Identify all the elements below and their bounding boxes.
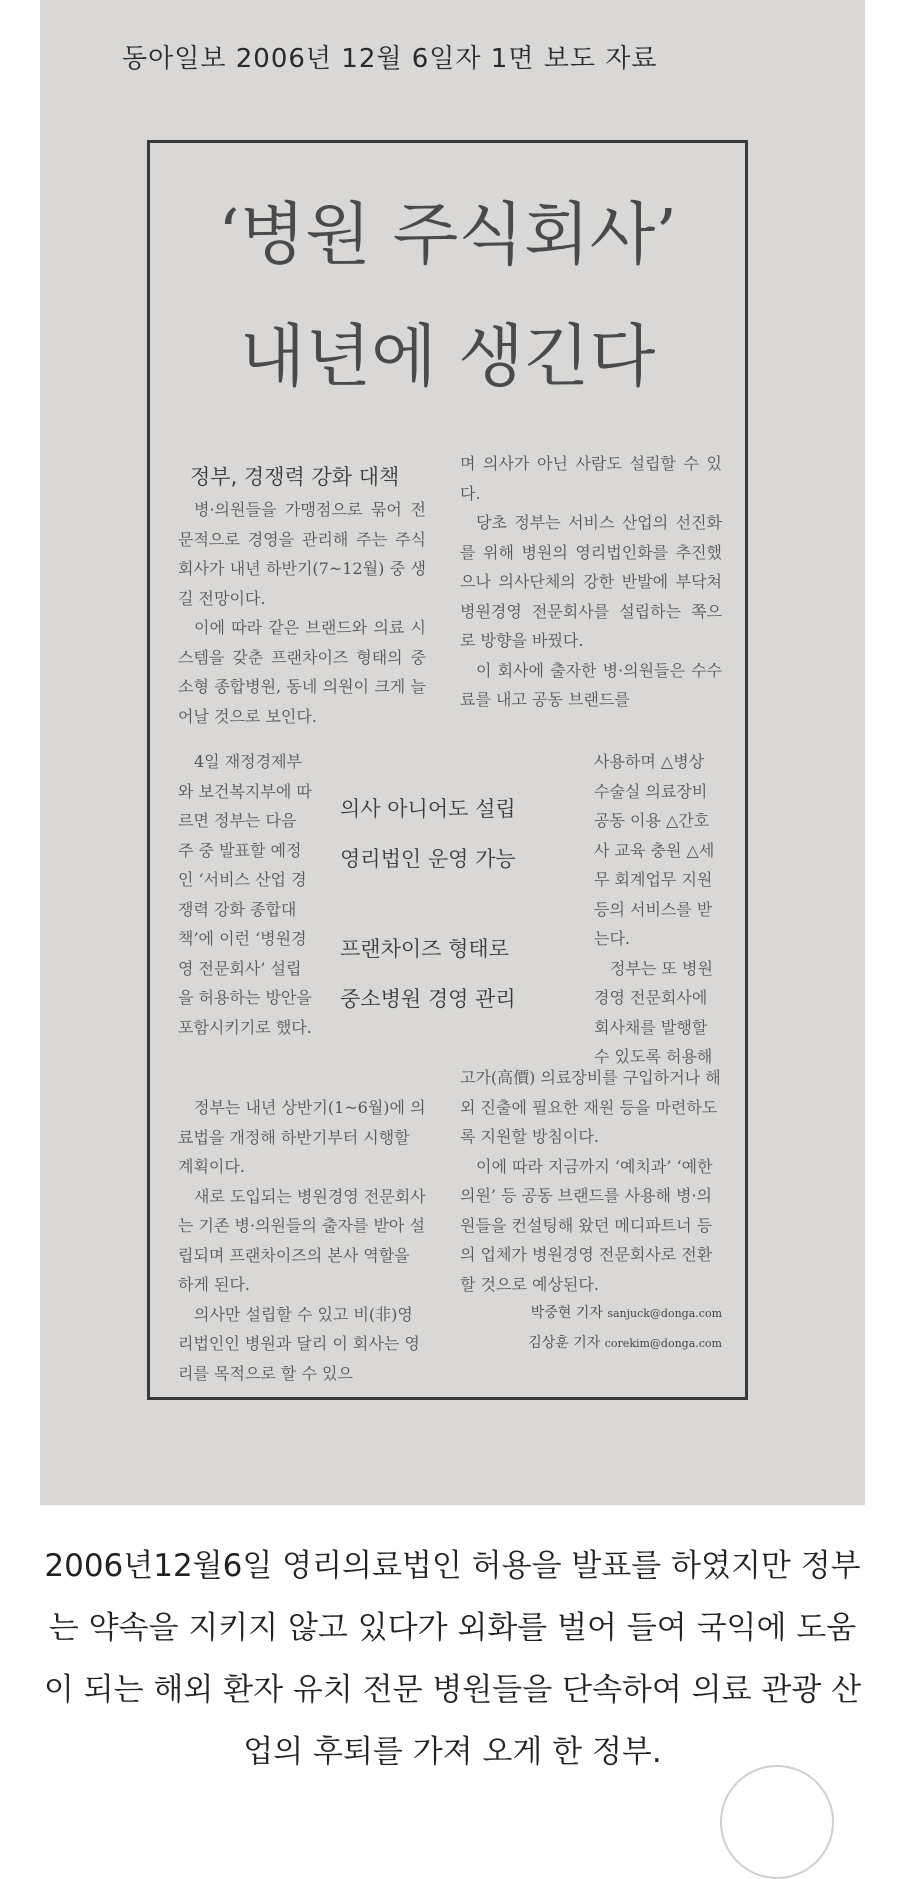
paragraph: 당초 정부는 서비스 산업의 선진화를 위해 병원의 영리법인화를 추진했으나 의사단체의 강한 반발에 부닥쳐 병원경영 전문회사를 설립하는 쪽으로 방향을 바꿨다. (460, 513, 722, 650)
post-caption: 2006년12월6일 영리의료법인 허용을 발표를 하였지만 정부는 약속을 지키지 않고 있다가 외화를 벌어 들여 국익에 도움이 되는 해외 환자 유치 전문 병원들을 단속하여 의료 관광 산업의 후퇴를 가져 오게 한 정부. (43, 1548, 862, 1770)
byline-name: 김상훈 기자 (528, 1334, 601, 1351)
pull-quote: 영리법인 운영 가능 (340, 847, 516, 871)
byline-name: 박중현 기자 (530, 1305, 603, 1321)
paragraph: 이에 따라 지금까지 ‘예치과’ ‘예한의원’ 등 공동 브랜드를 사용해 병·의원들을 컨설팅해 왔던 메디파트너 등의 업체가 병원경영 전문회사로 전환할 것으로 예상된다. (460, 1156, 713, 1294)
headline-line-2: 내년에 생긴다 (239, 318, 656, 397)
paragraph: 4일 재정경제부와 보건복지부에 따르면 정부는 다음 주 중 발표할 예정인 ‘서비스 산업 경쟁력 강화 종합대책’에 이런 ‘병원경영 전문회사’ 설립을 허용하는 방안을 포함시키기로 했다. (178, 752, 312, 1037)
pull-quote: 중소병원 경영 관리 (340, 987, 516, 1011)
pull-quote: 의사 아니어도 설립 (340, 797, 516, 821)
paragraph: 새로 도입되는 병원경영 전문회사는 기존 병·의원들의 출자를 받아 설립되며 프랜차이즈의 본사 역할을 하게 된다. (178, 1186, 426, 1294)
column-right-bottom (460, 1063, 722, 1358)
paragraph: 사용하며 △병상 수술실 의료장비 공동 이용 △간호사 교육 충원 △세무 회계업무 지원 등의 서비스를 받는다. (594, 752, 715, 948)
column-right-top (460, 449, 722, 715)
byline-email: sanjuck@donga.com (607, 1307, 722, 1320)
paragraph: 정부는 또 병원경영 전문회사에 회사채를 발행할 수 있도록 허용해 (594, 958, 713, 1066)
byline-email: corekim@donga.com (604, 1336, 722, 1350)
narrow-column-right (594, 747, 724, 1072)
paragraph: 이 회사에 출자한 병·의원들은 수수료를 내고 공동 브랜드를 (460, 660, 722, 709)
source-line: 동아일보 2006년 12월 6일자 1면 보도 자료 (122, 44, 658, 74)
byline (460, 1299, 722, 1329)
article-frame (147, 140, 748, 1400)
paragraph: 병·의원들을 가맹점으로 묶어 전문적으로 경영을 관리해 주는 주식회사가 내년 하반기(7~12월) 중 생길 전망이다. (178, 500, 426, 608)
paragraph: 며 의사가 아닌 사람도 설립할 수 있다. (460, 454, 722, 503)
newspaper-photo (40, 0, 865, 1505)
column-left-top (178, 495, 426, 731)
column-left-bottom (178, 1093, 426, 1388)
headline-line-1: ‘병원 주식회사’ (218, 196, 677, 275)
article-subhead: 정부, 경쟁력 강화 대책 (190, 465, 400, 489)
paragraph: 의사만 설립할 수 있고 비(非)영리법인인 병원과 달리 이 회사는 영리를 목적으로 할 수 있으 (178, 1304, 420, 1383)
pull-quote: 프랜차이즈 형태로 (340, 937, 509, 961)
paragraph: 고가(高價) 의료장비를 구입하거나 해외 진출에 필요한 재원 등을 마련하도록 지원할 방침이다. (460, 1068, 721, 1146)
paragraph: 이에 따라 같은 브랜드와 의료 시스템을 갖춘 프랜차이즈 형태의 중소형 종합병원, 동네 의원이 크게 늘어날 것으로 보인다. (178, 618, 426, 726)
byline (460, 1329, 722, 1359)
paragraph: 정부는 내년 상반기(1~6월)에 의료법을 개정해 하반기부터 시행할 계획이다. (178, 1098, 426, 1176)
narrow-column-left (178, 747, 313, 1042)
floating-button[interactable] (720, 1765, 834, 1879)
